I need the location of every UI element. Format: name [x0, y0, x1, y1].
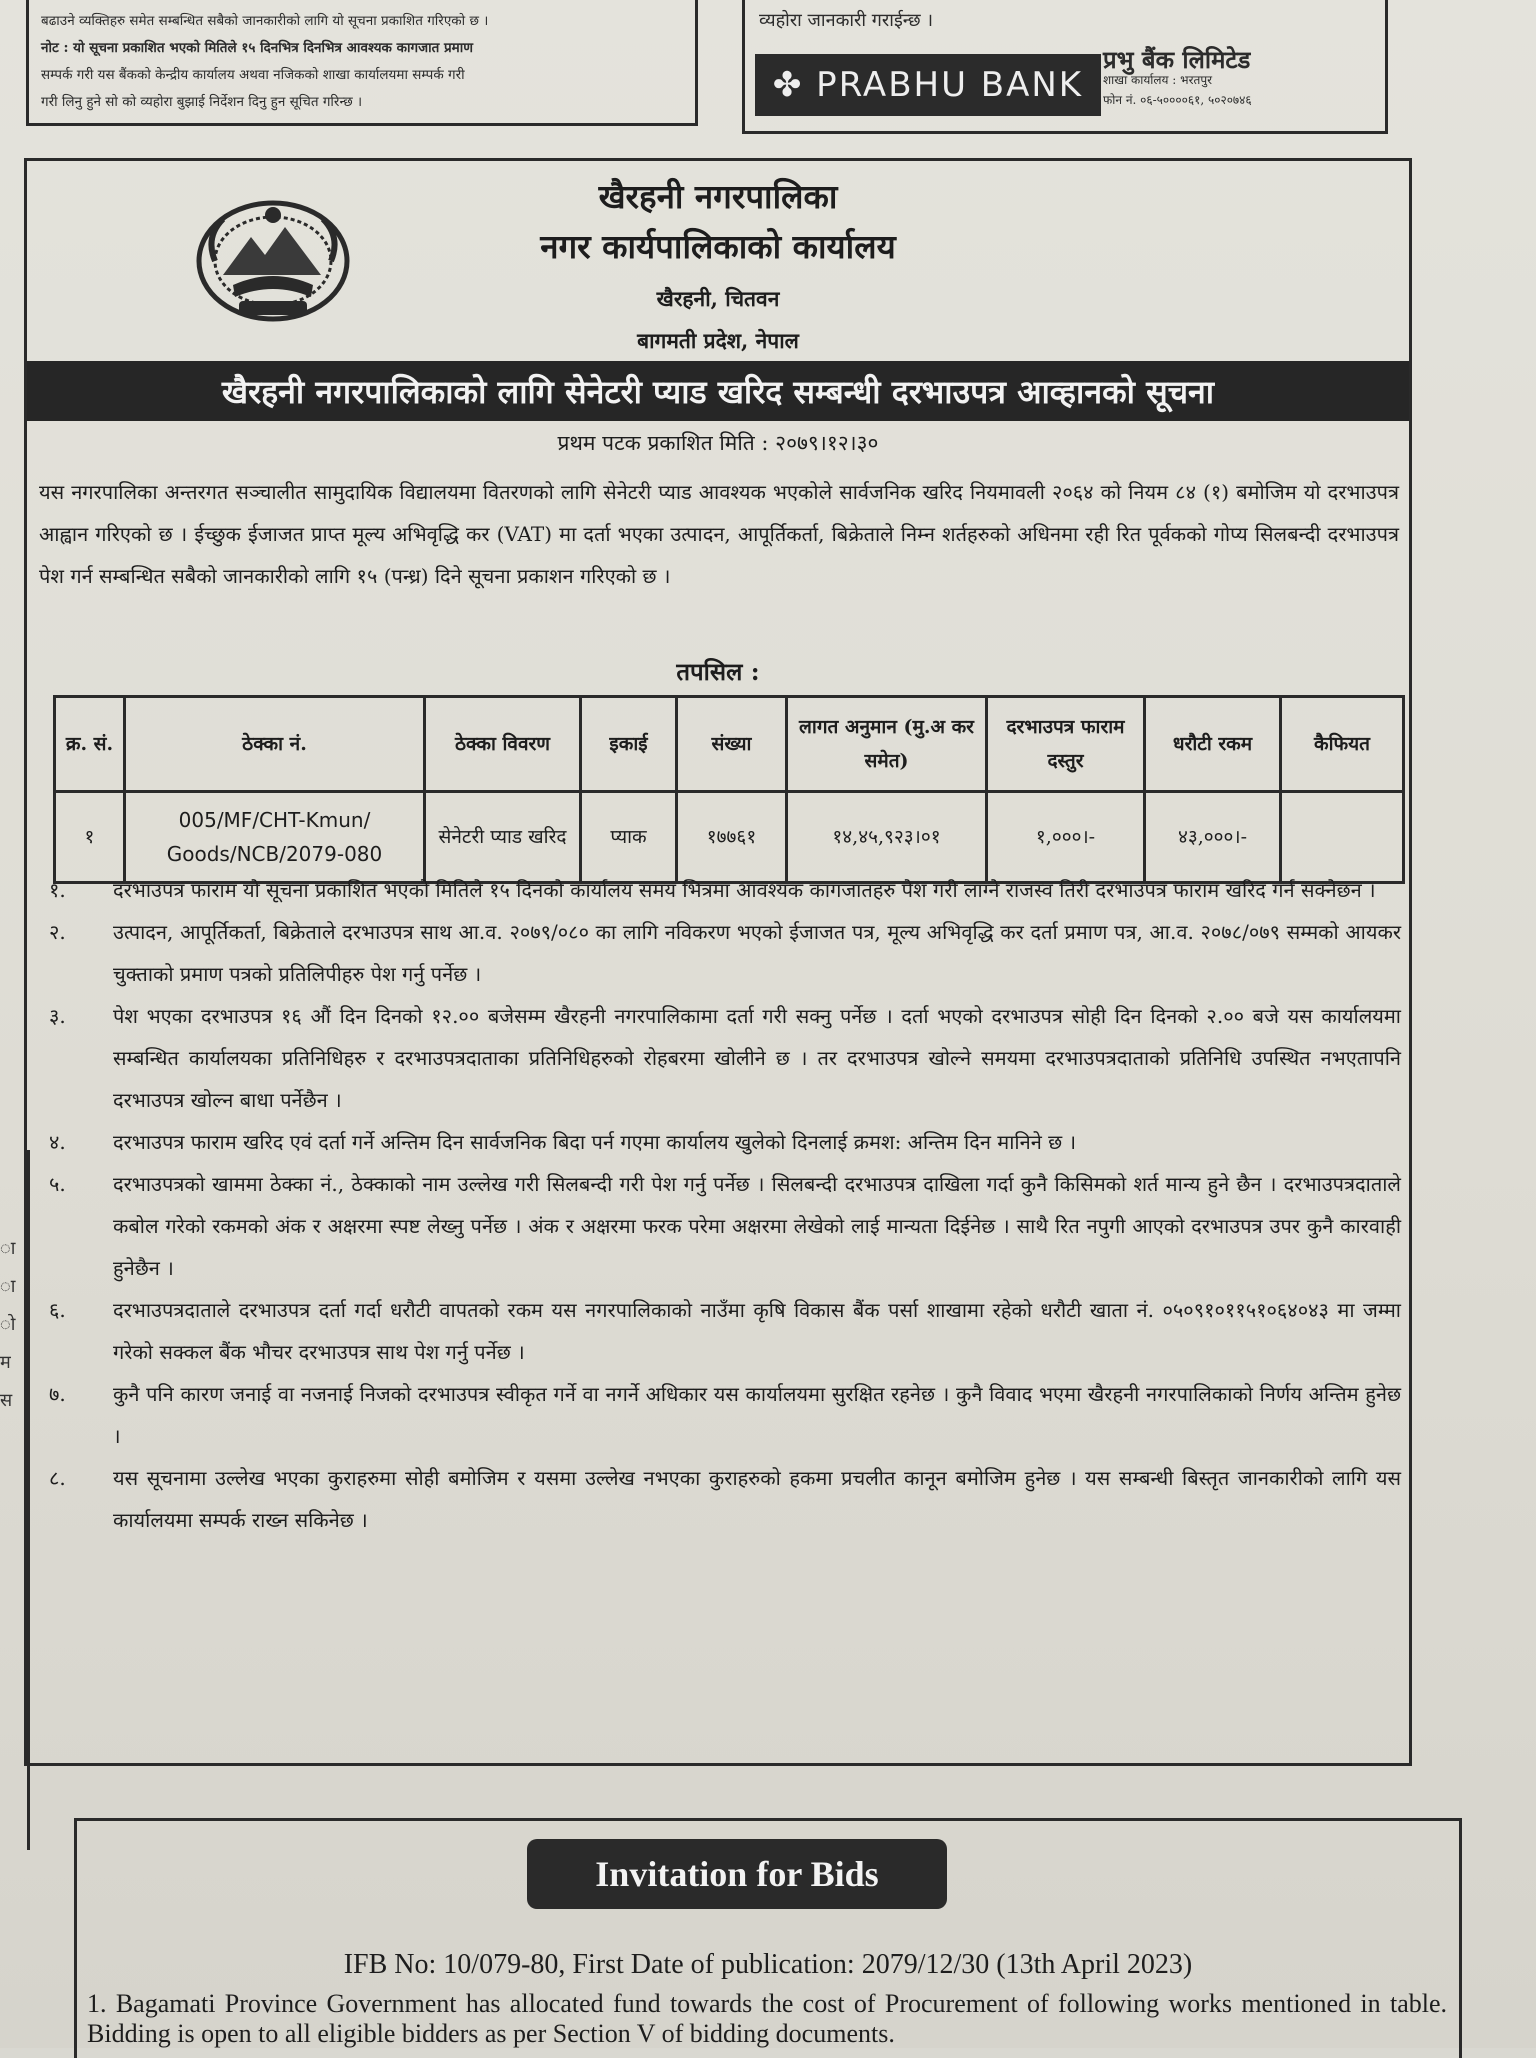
top-left-notice [26, 0, 698, 126]
bank-notice [742, 0, 1388, 134]
publication-date: प्रथम पटक प्रकाशित मिति : २०७९।१२।३० [557, 431, 879, 455]
table-cell: १,०००।- [987, 792, 1145, 883]
condition-number: ४. [49, 1130, 66, 1154]
edge-fragment: म [0, 1352, 11, 1373]
list-item [41, 1289, 1401, 1373]
notice-title: खैरहनी नगरपालिकाको लागि सेनेटरी प्याड खरिद सम्बन्धी दरभाउपत्र आव्हानको सूचना [221, 372, 1215, 411]
table-header-row [55, 697, 1404, 792]
condition-text: कुनै पनि कारण जनाई वा नजनाई निजको दरभाउपत्र स्वीकृत गर्ने वा नगर्ने अधिकार यस कार्यालयमा सुरक्षित रहनेछ । कुनै विवाद भएमा खैरहनी नगरपालिकाको निर्णय अन्तिम हुनेछ । [113, 1382, 1401, 1448]
condition-text: दरभाउपत्रदाताले दरभाउपत्र दर्ता गर्दा धरौटी वापतको रकम यस नगरपालिकाको नाउँमा कृषि विकास बैंक पर्सा शाखामा रहेको धरौटी खाता नं. ०५०९१०११५१०६४०४३ मा जम्मा गरेको सक्कल बैंक भौचर दरभाउपत्र साथ पेश गर्नु पर्नेछ । [113, 1298, 1401, 1364]
bank-info [1103, 45, 1252, 110]
condition-number: ३. [49, 1004, 66, 1028]
top-left-line-1: बढाउने व्यक्तिहरु समेत सम्बन्धित सबैको जानकारीको लागि यो सूचना प्रकाशित गरिएको छ । [41, 13, 489, 29]
list-item [41, 1121, 1401, 1163]
tender-table [53, 695, 1405, 884]
table-cell: १४,४५,९२३।०१ [787, 792, 987, 883]
table-header-cell: दरभाउपत्र फाराम दस्तुर [987, 697, 1145, 792]
condition-number: ६. [49, 1298, 66, 1322]
office-province: बागमती प्रदेश, नेपाल [637, 328, 799, 353]
list-item [41, 1163, 1401, 1289]
details-heading: तपसिल : [676, 657, 760, 686]
condition-text: दरभाउपत्र फाराम यो सूचना प्रकाशित भएको मितिले १५ दिनको कार्यालय समय भित्रमा आवश्यक कागजातहरु पेश गरी लाग्ने राजस्व तिरी दरभाउपत्र फाराम खरिद गर्न सक्नेछन । [113, 878, 1376, 902]
office-name: नगर कार्यपालिकाको कार्यालय [540, 227, 896, 266]
condition-number: ८. [49, 1466, 66, 1490]
list-item [41, 995, 1401, 1121]
list-item [41, 869, 1401, 911]
table-header-cell: संख्या [677, 697, 787, 792]
table-cell: प्याक [581, 792, 677, 883]
edge-fragment: ा [0, 1276, 16, 1297]
condition-number: १. [49, 878, 66, 902]
condition-text: पेश भएका दरभाउपत्र १६ औं दिन दिनको १२.०० बजेसम्म खैरहनी नगरपालिकामा दर्ता गरी सक्नु पर्नेछ । दर्ता भएको दरभाउपत्र सोही दिन दिनको २.०० बजे यस कार्यालयमा सम्बन्धित कार्यालयका प्रतिनिधिहरु र दरभाउपत्रदाताका प्रतिनिधिहरुको रोहबरमा खोलीने छ । तर दरभाउपत्र खोल्ने समयमा दरभाउपत्रदाताको प्रतिनिधि उपस्थित नभएतापनि दरभाउपत्र खोल्न बाधा पर्नेछैन । [113, 1004, 1401, 1112]
condition-number: २. [49, 920, 66, 944]
table-header-cell: धरौटी रकम [1145, 697, 1281, 792]
ifb-paragraph: 1. Bagamati Province Government has allocated fund towards the cost of Procurement of following works mentioned in table. Bidding is open to all eligible bidders as per Section V of bidding documents. [87, 1989, 1447, 2048]
tender-notice [24, 158, 1412, 1766]
left-page-edge [0, 1150, 30, 1850]
table-header-cell: ठेक्का विवरण [425, 697, 581, 792]
bank-phone: फोन नं. ०६-५००००६१, ५०२०७४६ [1103, 93, 1252, 107]
list-item [41, 911, 1401, 995]
bank-office: शाखा कार्यालय : भरतपुर [1103, 73, 1213, 87]
condition-text: दरभाउपत्र फाराम खरिद एवं दर्ता गर्ने अन्तिम दिन सार्वजनिक बिदा पर्न गएमा कार्यालय खुलेको दिनलाई क्रमश: अन्तिम दिन मानिने छ । [113, 1130, 1077, 1154]
notice-title-banner [27, 361, 1409, 421]
bank-name: प्रभु बैंक लिमिटेड [1103, 45, 1251, 74]
table-cell: १ [55, 792, 125, 883]
bank-notice-text: व्यहोरा जानकारी गराईन्छ । [759, 10, 934, 31]
intro-paragraph: यस नगरपालिका अन्तरगत सञ्चालीत सामुदायिक विद्यालयमा वितरणको लागि सेनेटरी प्याड आवश्यक भएकोले सार्वजनिक खरिद नियमावली २०६४ को नियम ८४ (१) बमोजिम यो दरभाउपत्र आह्वान गरिएको छ । ईच्छुक ईजाजत प्राप्त मूल्य अभिवृद्धि कर (VAT) मा दर्ता भएका उत्पादन, आपूर्तिकर्ता, बिक्रेताले निम्न शर्तहरुको अधिनमा रही रित पूर्वकको गोप्य सिलबन्दी दरभाउपत्र पेश गर्न सम्बन्धित सबैको जानकारीको लागि १५ (पन्ध्र) दिने सूचना प्रकाशन गरिएको छ । [39, 480, 1399, 588]
top-left-line-4: गरी लिनु हुने सो को व्यहोरा बुझाई निर्देशन दिनु हुन सूचित गरिन्छ । [41, 94, 363, 110]
ifb-number-line: IFB No: 10/079-80, First Date of publication: 2079/12/30 (13th April 2023) [343, 1949, 1193, 1980]
table-header-cell: कैफियत [1281, 697, 1404, 792]
table-cell: १७७६१ [677, 792, 787, 883]
bank-logo: ✤ PRABHU BANK [755, 54, 1101, 116]
ifb-title: Invitation for Bids [527, 1839, 947, 1909]
invitation-for-bids [74, 1818, 1462, 2058]
edge-fragment: ो [0, 1314, 16, 1335]
edge-fragment: ा [0, 1238, 16, 1259]
edge-fragment: स [0, 1390, 13, 1411]
conditions-list [41, 869, 1401, 1541]
table-cell: सेनेटरी प्याड खरिद [425, 792, 581, 883]
table-header-cell: क्र. सं. [55, 697, 125, 792]
list-item [41, 1457, 1401, 1541]
table-header-cell: लागत अनुमान (मु.अ कर समेत) [787, 697, 987, 792]
condition-number: ५. [49, 1172, 66, 1196]
table-header-cell: ठेक्का नं. [125, 697, 425, 792]
table-header-cell: इकाई [581, 697, 677, 792]
condition-text: दरभाउपत्रको खाममा ठेक्का नं., ठेक्काको नाम उल्लेख गरी सिलबन्दी गरी पेश गर्नु पर्नेछ । सिलबन्दी दरभाउपत्र दाखिला गर्दा कुनै किसिमको शर्त मान्य हुने छैन । दरभाउपत्रदाताले कबोल गरेको रकमको अंक र अक्षरमा स्पष्ट लेख्नु पर्नेछ । अंक र अक्षरमा फरक परेमा अक्षरमा लेखेको लाई मान्यता दिईनेछ । साथै रित नपुगी आएको दरभाउपत्र उपर कुनै कारवाही हुनेछैन । [113, 1172, 1401, 1280]
municipality-name: खैरहनी नगरपालिका [598, 177, 838, 216]
condition-text: यस सूचनामा उल्लेख भएका कुराहरुमा सोही बमोजिम र यसमा उल्लेख नभएका कुराहरुको हकमा प्रचलीत कानून बमोजिम हुनेछ । यस सम्बन्धी बिस्तृत जानकारीको लागि यस कार्यालयमा सम्पर्क राख्न सकिनेछ । [113, 1466, 1401, 1532]
top-left-line-2: नोट : यो सूचना प्रकाशित भएको मितिले १५ दिनभित्र दिनभित्र आवश्यक कागजात प्रमाण [41, 40, 473, 56]
condition-number: ७. [49, 1382, 66, 1406]
list-item [41, 1373, 1401, 1457]
condition-text: उत्पादन, आपूर्तिकर्ता, बिक्रेताले दरभाउपत्र साथ आ.व. २०७९/०८० का लागि नविकरण भएको ईजाजत पत्र, मूल्य अभिवृद्धि कर दर्ता प्रमाण पत्र, आ.व. २०७८/०७९ सम्मको आयकर चुक्ताको प्रमाण पत्रको प्रतिलिपीहरु पेश गर्नु पर्नेछ । [113, 920, 1401, 986]
office-address: खैरहनी, चितवन [656, 286, 780, 311]
table-cell: ४३,०००।- [1145, 792, 1281, 883]
top-left-line-3: सम्पर्क गरी यस बैंकको केन्द्रीय कार्यालय अथवा नजिकको शाखा कार्यालयमा सम्पर्क गरी [41, 67, 465, 83]
table-cell: 005/MF/CHT-Kmun/ Goods/NCB/2079-080 [125, 792, 425, 883]
